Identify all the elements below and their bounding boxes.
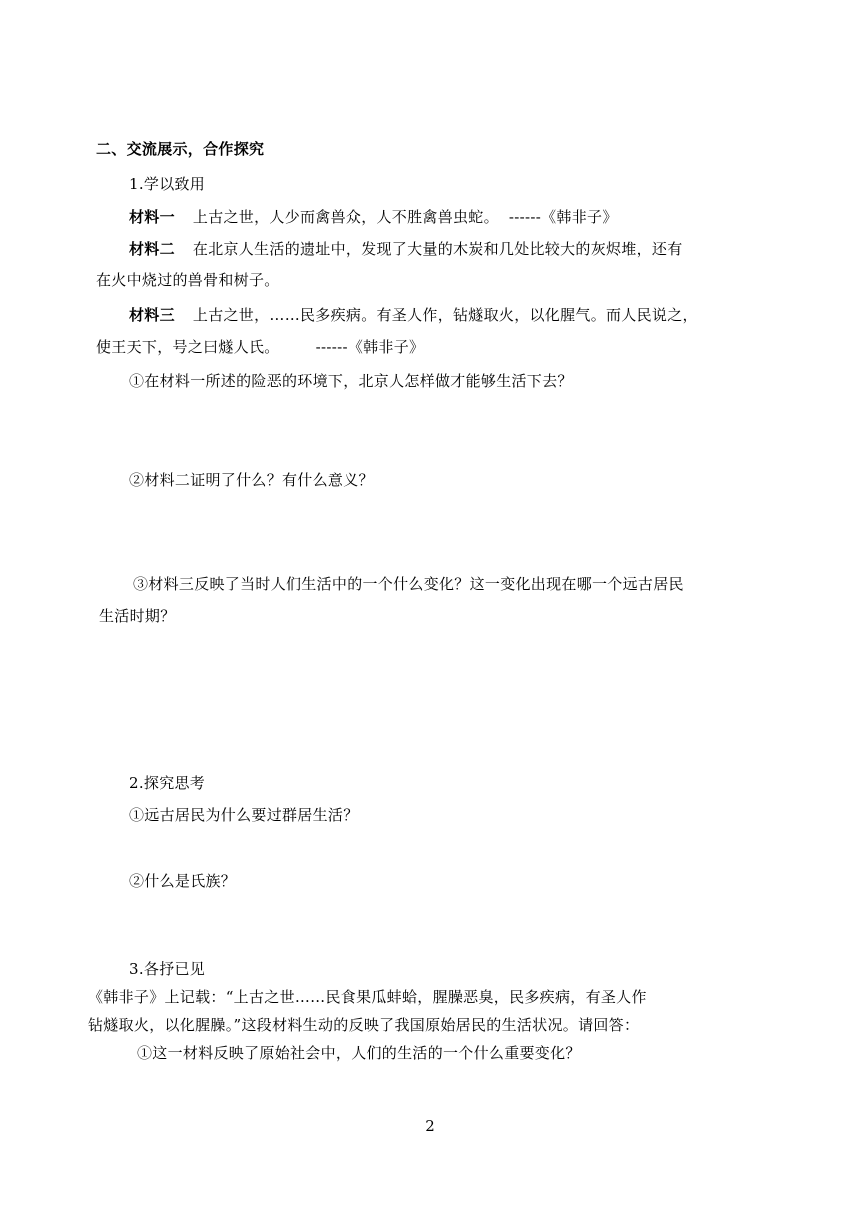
material2-text-line1: 在北京人生活的遗址中，发现了大量的木炭和几处比较大的灰烬堆，还有 (192, 240, 683, 258)
material1-line (129, 207, 618, 227)
material3-text-line1: 上古之世，……民多疾病。有圣人作，钻燧取火，以化腥气。而人民说之， (192, 306, 698, 324)
part2-heading: 2.探究思考 (129, 774, 206, 792)
part2-question-1: ①远古居民为什么要过群居生活？ (129, 806, 359, 824)
part3-question-1: ①这一材料反映了原始社会中，人们的生活的一个什么重要变化？ (137, 1044, 581, 1062)
material1-source: ------《韩非子》 (508, 208, 618, 226)
part1-question-2: ②材料二证明了什么？有什么意义？ (129, 471, 374, 489)
material3-text-line2: 使王天下，号之曰燧人氏。 (96, 338, 280, 356)
material1-text: 上古之世，人少而禽兽众，人不胜禽兽虫蛇。 (192, 208, 499, 226)
part3-text-line1: 《韩非子》上记载：“上古之世……民食果瓜蚌蛤，腥臊恶臭，民多疾病，有圣人作 (88, 988, 647, 1006)
material2-line1 (129, 239, 683, 259)
part1-question-1: ①在材料一所述的险恶的环境下，北京人怎样做才能够生活下去？ (129, 372, 573, 390)
part3-text-line2: 钻燧取火，以化腥臊。”这段材料生动的反映了我国原始居民的生活状况。请回答： (88, 1016, 640, 1034)
material3-label: 材料三 (129, 306, 175, 324)
material3-line2 (96, 337, 424, 357)
part2-question-2: ②什么是氏族？ (129, 872, 237, 890)
part1-question-3-line1: ③材料三反映了当时人们生活中的一个什么变化？这一变化出现在哪一个远古居民 (133, 575, 684, 593)
material2-label: 材料二 (129, 240, 175, 258)
part1-heading: 1.学以致用 (129, 175, 206, 193)
material2-text-line2: 在火中烧过的兽骨和树子。 (96, 271, 280, 289)
part3-heading: 3.各抒已见 (129, 960, 206, 978)
page-number: 2 (425, 1117, 435, 1135)
material3-line1 (129, 305, 698, 325)
part1-question-3-line2: 生活时期？ (99, 607, 176, 625)
material1-label: 材料一 (129, 208, 175, 226)
material3-source: ------《韩非子》 (315, 338, 425, 356)
section-title: 二、交流展示，合作探究 (96, 140, 265, 158)
